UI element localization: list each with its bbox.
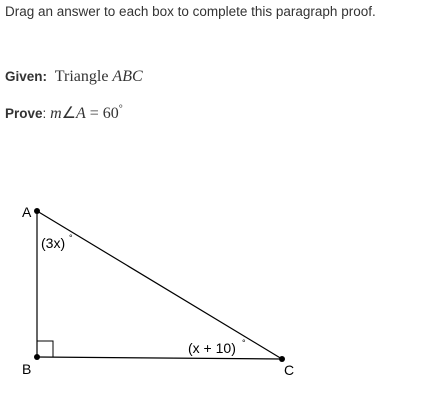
given-statement: Triangle ABC <box>54 68 143 85</box>
given-line <box>5 68 143 86</box>
side-ac <box>37 211 282 359</box>
side-bc <box>37 357 282 359</box>
angle-a-degree: ° <box>69 233 73 243</box>
given-label: Given: <box>5 69 48 84</box>
vertex-b-label: B <box>22 361 32 377</box>
right-angle-marker <box>37 341 53 357</box>
angle-a-label: (3x) <box>41 235 66 251</box>
prove-line <box>5 103 123 123</box>
instruction-text: Drag an answer to each box to complete this paragraph proof. <box>5 4 376 19</box>
angle-c-label: (x + 10) <box>188 340 236 356</box>
prove-label: Prove <box>5 106 43 121</box>
prove-statement: m∠A = 60° <box>50 103 123 122</box>
vertex-b-dot <box>34 354 40 360</box>
prove-colon: : <box>42 106 47 121</box>
vertex-a-label: A <box>22 204 32 220</box>
vertex-a-dot <box>34 208 40 214</box>
triangle-figure <box>0 190 429 411</box>
angle-c-degree: ° <box>242 338 246 348</box>
vertex-c-label: C <box>284 362 295 378</box>
